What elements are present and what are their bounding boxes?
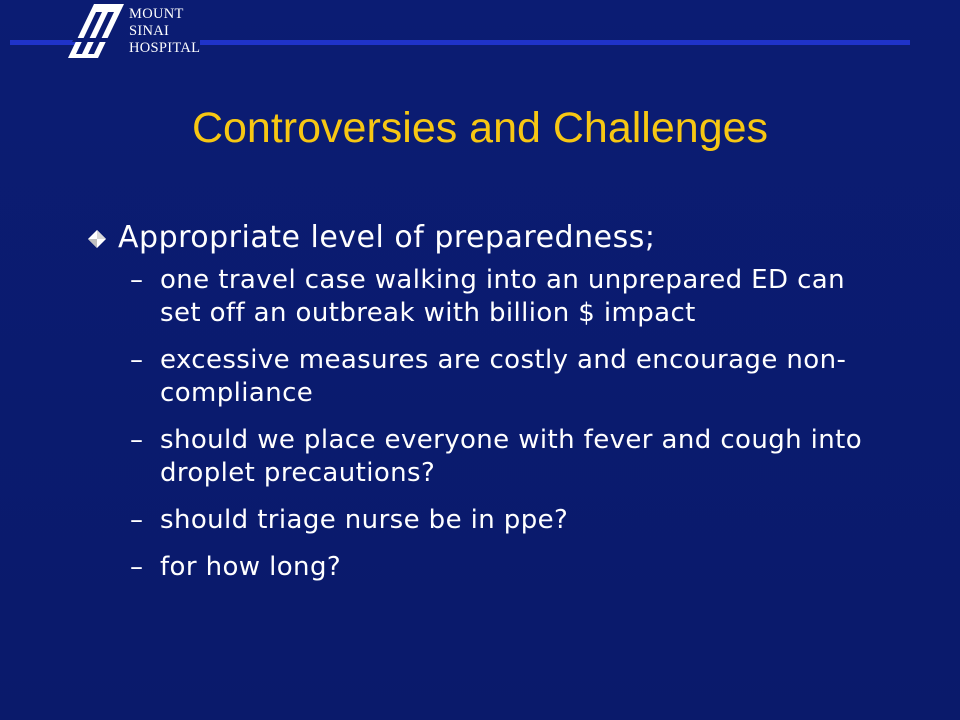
slide-title: Controversies and Challenges xyxy=(191,104,769,152)
main-bullet-text: Appropriate level of preparedness; xyxy=(118,220,656,255)
dash-marker: – xyxy=(130,345,144,375)
slide-body xyxy=(85,218,885,598)
dash-marker: – xyxy=(130,505,144,535)
dash-marker: – xyxy=(130,265,144,295)
list-item xyxy=(130,424,885,490)
main-bullet xyxy=(85,218,885,258)
list-item-text: one travel case walking into an unprepared ED can set off an outbreak with billion $ impact xyxy=(160,265,845,328)
list-item-text: should triage nurse be in ppe? xyxy=(160,505,569,535)
logo-line-hospital: HOSPITAL xyxy=(129,40,201,56)
header-line-right xyxy=(200,40,910,45)
logo-line-mount: MOUNT xyxy=(129,6,184,22)
diamond-bullet-icon xyxy=(85,218,118,258)
list-item xyxy=(130,504,885,537)
logo-line-sinai: SINAI xyxy=(129,23,170,39)
sub-bullet-list xyxy=(130,264,885,584)
list-item-text: for how long? xyxy=(160,552,342,582)
list-item xyxy=(130,264,885,330)
list-item xyxy=(130,344,885,410)
dash-marker: – xyxy=(130,552,144,582)
dash-marker: – xyxy=(130,425,144,455)
list-item-text: excessive measures are costly and encourage non-compliance xyxy=(160,345,847,408)
list-item xyxy=(130,551,885,584)
mount-sinai-logo-icon xyxy=(54,2,124,58)
logo-wordmark xyxy=(129,6,200,57)
list-item-text: should we place everyone with fever and cough into droplet precautions? xyxy=(160,425,863,488)
